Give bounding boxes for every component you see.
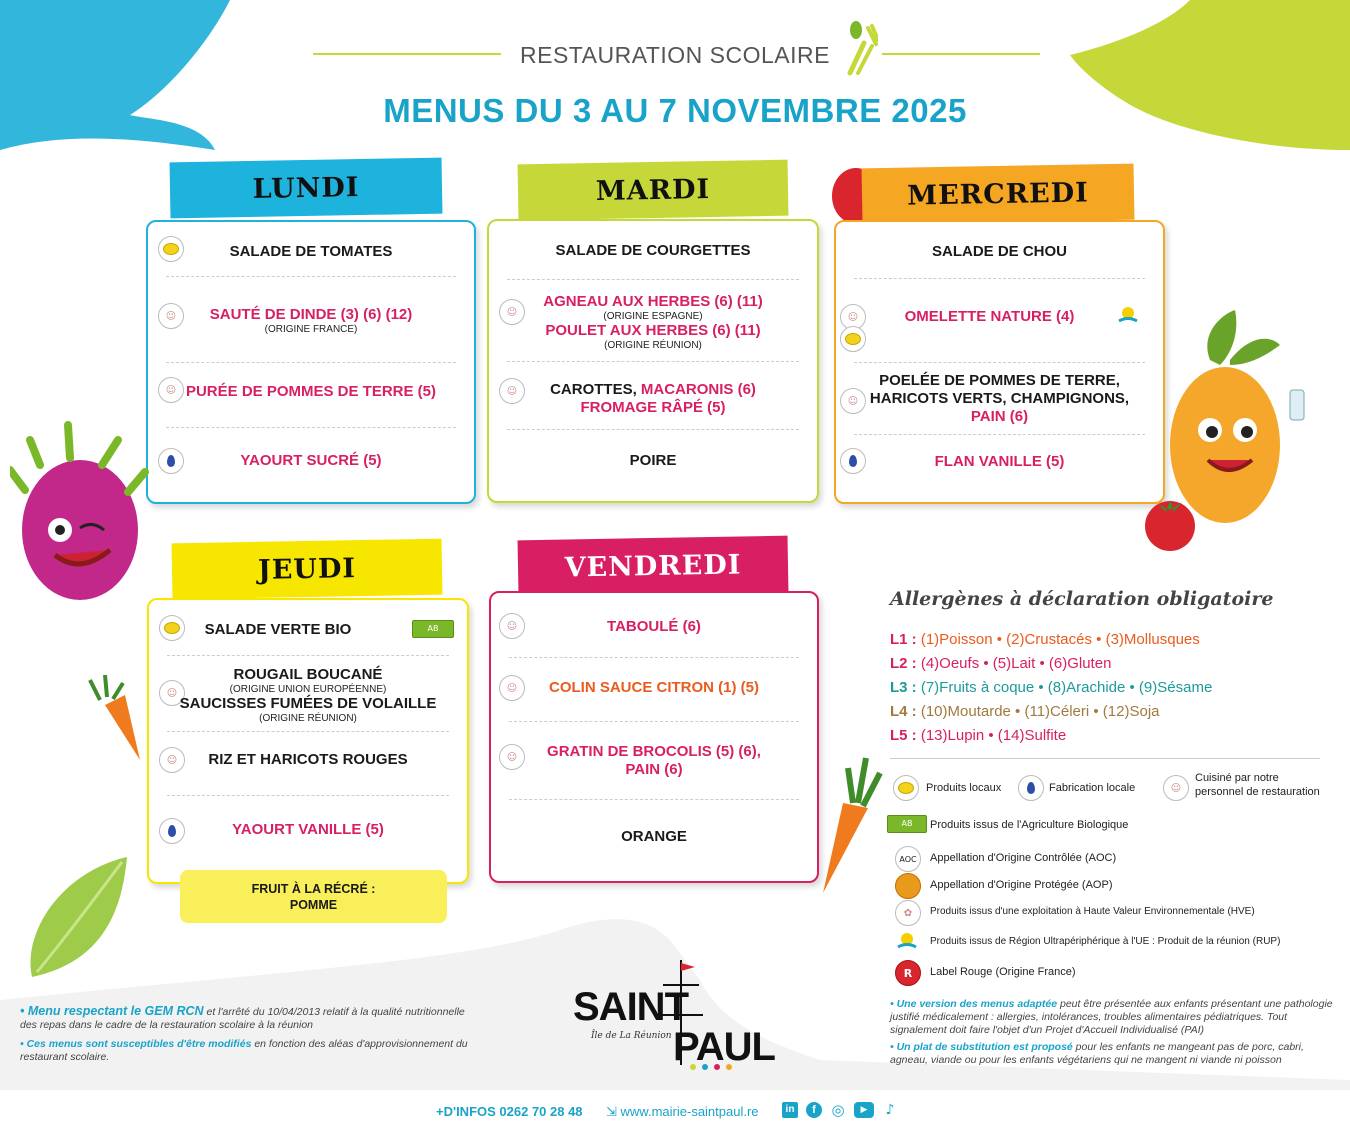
hve-icon: ✿ — [895, 900, 921, 926]
rup-sun-icon — [895, 930, 919, 954]
notes-right: • Une version des menus adaptée peut être présentée aux enfants présentant une pathologie justifié médicalement : allergies, intolérances, troubles alimentaires pédiatriques. Tout signalement doit faire l'objet d'un Projet d'Accueil Individualisé (PAI) • Un plat de substitution est proposé pour les enfants ne mangeant pas de porc, cabri, agneau, viande ou pour les enfants végétariens qui ne mangent ni viande ni poisson — [890, 998, 1333, 1066]
menu-item: COLIN SAUCE CITRON (1) (5) — [549, 679, 759, 696]
page-title: MENUS DU 3 AU 7 NOVEMBRE 2025 — [383, 92, 967, 129]
day-label-vendredi: VENDREDI — [564, 548, 742, 584]
chef-cooked-icon: ☺ — [499, 675, 525, 701]
legend-bio: Produits issus de l'Agriculture Biologique — [930, 819, 1129, 831]
chef-cooked-icon: ☺ — [840, 388, 866, 414]
local-product-icon — [840, 326, 866, 352]
cursor-click-icon: ⇲ — [606, 1104, 617, 1119]
aoc-icon: AOC — [895, 846, 921, 872]
label-rouge-icon: R — [895, 960, 921, 986]
menu-item: AGNEAU AUX HERBES (6) (11) (ORIGINE ESPAGNE) POULET AUX HERBES (6) (11) (ORIGINE RÉUNION) — [543, 293, 763, 351]
chef-cooked-icon: ☺ — [159, 680, 185, 706]
logo-text-saint: SAINT — [573, 985, 688, 1029]
chef-cooked-icon: ☺ — [499, 744, 525, 770]
logo-text-paul: PAUL — [673, 1025, 775, 1069]
allergen-row-l5: L5 : (13)Lupin • (14)Sulfite — [890, 727, 1067, 744]
menu-item: SALADE DE CHOU — [931, 243, 1067, 260]
aop-icon — [895, 873, 921, 899]
chef-cooked-icon: ☺ — [158, 303, 184, 329]
header-subtitle: RESTAURATION SCOLAIRE — [520, 42, 830, 68]
fork-spoon-icon — [842, 18, 878, 76]
day-label-mardi: MARDI — [595, 173, 711, 207]
lettuce-illustration — [22, 852, 132, 987]
tomato-illustration — [1140, 490, 1200, 555]
youtube-icon[interactable]: ▶ — [854, 1102, 874, 1118]
legend-local-products: Produits locaux — [926, 782, 1002, 794]
local-making-pin-icon — [1018, 775, 1044, 801]
menu-card-lundi — [146, 220, 476, 504]
bio-label-icon: AB — [887, 815, 927, 833]
instagram-icon[interactable]: ◎ — [831, 1101, 845, 1119]
footer-phone: +D'INFOS 0262 70 28 48 — [436, 1104, 583, 1119]
menu-card-mardi — [487, 219, 819, 503]
allergen-row-l3: L3 : (7)Fruits à coque • (8)Arachide • (9)Sésame — [890, 679, 1213, 696]
chef-cooked-icon: ☺ — [159, 747, 185, 773]
menu-item: YAOURT SUCRÉ (5) — [240, 452, 382, 469]
tab-mardi — [518, 160, 789, 221]
bio-label-icon: AB — [412, 620, 454, 638]
menu-card-vendredi — [489, 591, 819, 883]
chef-cooked-icon: ☺ — [158, 377, 184, 403]
dragonfruit-mascot-illustration — [10, 420, 150, 610]
legend-aoc: Appellation d'Origine Contrôlée (AOC) — [930, 852, 1117, 864]
menu-item: ORANGE — [621, 828, 687, 845]
legend-rup: Produits issus de Région Ultrapériphérique à l'UE : Produit de la réunion (RUP) — [930, 936, 1281, 947]
legend-label-rouge: Label Rouge (Origine France) — [930, 966, 1076, 978]
menu-item: YAOURT VANILLE (5) — [232, 821, 384, 838]
menu-item: SAUTÉ DE DINDE (3) (6) (12) (ORIGINE FRANCE) — [209, 305, 413, 335]
legend-hve: Produits issus d'une exploitation à Haute Valeur Environnementale (HVE) — [930, 906, 1255, 917]
carrot-large-illustration — [818, 748, 888, 898]
menu-card-mercredi — [834, 220, 1165, 504]
menu-item: FLAN VANILLE (5) — [934, 453, 1065, 470]
day-label-mercredi: MERCREDI — [907, 176, 1089, 212]
tab-jeudi — [172, 539, 443, 600]
local-product-icon — [893, 775, 919, 801]
recess-fruit-box: FRUIT À LA RÉCRÉ : POMME — [180, 870, 447, 923]
footer-website-link[interactable]: ⇲ www.mairie-saintpaul.re — [606, 1104, 759, 1119]
allergens-title: Allergènes à déclaration obligatoire — [890, 588, 1274, 610]
menu-card-jeudi — [147, 598, 469, 884]
menu-item: POELÉE DE POMMES DE TERRE, HARICOTS VERTS, CHAMPIGNONS, PAIN (6) — [869, 372, 1130, 425]
facebook-icon[interactable]: f — [806, 1102, 822, 1118]
menu-item: POIRE — [629, 452, 677, 469]
carrot-illustration — [85, 675, 145, 765]
tiktok-icon[interactable]: ♪ — [885, 1102, 895, 1118]
allergen-row-l2: L2 : (4)Oeufs • (5)Lait • (6)Gluten — [890, 655, 1112, 672]
tab-lundi — [170, 158, 443, 219]
saint-paul-logo — [573, 955, 788, 1075]
menu-item: CAROTTES, MACARONIS (6) FROMAGE RÂPÉ (5) — [550, 381, 756, 416]
day-label-jeudi: JEUDI — [257, 552, 357, 586]
menu-item: TABOULÉ (6) — [607, 618, 701, 635]
legend-cooked: Cuisiné par notre personnel de restauration — [1195, 772, 1320, 798]
menu-item: OMELETTE NATURE (4) — [904, 308, 1075, 325]
legend-aop: Appellation d'Origine Protégée (AOP) — [930, 879, 1113, 891]
chef-cooked-icon: ☺ — [1163, 775, 1189, 801]
chef-cooked-icon: ☺ — [840, 304, 866, 330]
chef-cooked-icon: ☺ — [499, 299, 525, 325]
chef-cooked-icon: ☺ — [499, 613, 525, 639]
menu-item: SALADE DE TOMATES — [229, 243, 393, 260]
allergen-row-l4: L4 : (10)Moutarde • (11)Céleri • (12)Soja — [890, 703, 1160, 720]
menu-item: ROUGAIL BOUCANÉ (ORIGINE UNION EUROPÉENNE) SAUCISSES FUMÉES DE VOLAILLE (ORIGINE RÉUNION) — [179, 666, 437, 724]
chef-cooked-icon: ☺ — [499, 378, 525, 404]
menu-item: RIZ ET HARICOTS ROUGES — [208, 751, 408, 768]
tab-vendredi — [518, 536, 789, 597]
menu-item: SALADE DE COURGETTES — [555, 242, 751, 259]
allergen-row-l1: L1 : (1)Poisson • (2)Crustacés • (3)Mollusques — [890, 631, 1200, 648]
notes-left: • Menu respectant le GEM RCN et l'arrêté du 10/04/2013 relatif à la qualité nutritionnelle des repas dans le cadre de la restauration scolaire à la réunion • Ces menus sont susceptibles d'être modifiés en fonction des aléas d'approvisionnement du restaurant scolaire. — [20, 1004, 468, 1063]
social-icons — [782, 1102, 898, 1118]
legend-local-making: Fabrication locale — [1049, 782, 1136, 794]
linkedin-icon[interactable]: in — [782, 1102, 798, 1118]
legend-divider — [890, 758, 1320, 759]
menu-item: SALADE VERTE BIO — [204, 621, 352, 638]
day-label-lundi: LUNDI — [252, 171, 360, 205]
menu-item: GRATIN DE BROCOLIS (5) (6), PAIN (6) — [547, 743, 761, 778]
menu-item: PURÉE DE POMMES DE TERRE (5) — [185, 383, 437, 400]
rup-sun-icon — [1116, 304, 1140, 328]
tab-mercredi — [862, 164, 1135, 225]
logo-tagline: Île de La Réunion — [591, 1031, 672, 1041]
